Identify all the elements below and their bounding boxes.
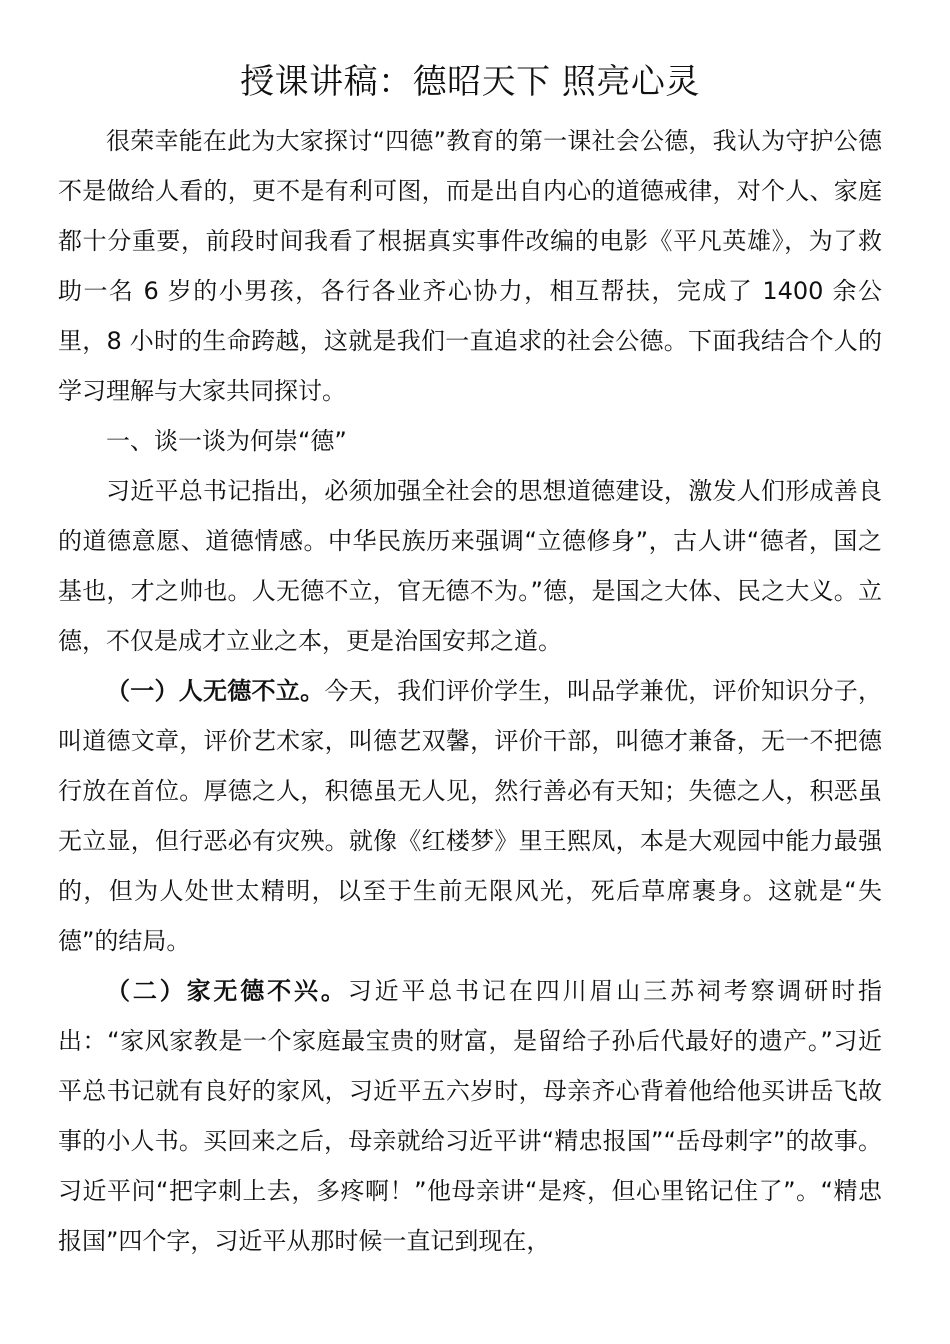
section-heading-1: 一、谈一谈为何崇“德” (106, 427, 347, 455)
subsection-2-heading: （二）家无德不兴。 (106, 977, 348, 1005)
section-1-paragraph: 习近平总书记指出，必须加强全社会的思想道德建设，激发人们形成善良的道德意愿、道德情感。中华民族历来强调“立德修身”，古人讲“德者，国之基也，才之帅也。人无德不立，官无德不为。”德，是国之大体、民之大义。立德，不仅是成才立业之本，更是治国安邦之道。 (58, 477, 882, 655)
subsection-1-heading: （一）人无德不立。 (106, 677, 325, 705)
subsection-1-body: 今天，我们评价学生，叫品学兼优，评价知识分子，叫道德文章，评价艺术家，叫德艺双馨，评价干部，叫德才兼备，无一不把德行放在首位。厚德之人，积德虽无人见，然行善必有天知；失德之人，积恶虽无立显，但行恶必有灾殃。就像《红楼梦》里王熙凤，本是大观园中能力最强的，但为人处世太精明，以至于生前无限风光，死后草席裹身。这就是“失德”的结局。 (58, 677, 883, 955)
subsection-1-paragraph (58, 666, 882, 966)
subsection-2-paragraph (58, 966, 882, 1266)
document-title: 授课讲稿：德昭天下 照亮心灵 (240, 62, 700, 102)
subsection-2-body: 习近平总书记在四川眉山三苏祠考察调研时指出：“家风家教是一个家庭最宝贵的财富，是留给子孙后代最好的遗产。”习近平总书记就有良好的家风，习近平五六岁时，母亲齐心背着他给他买讲岳飞故事的小人书。买回来之后，母亲就给习近平讲“精忠报国”“岳母刺字”的故事。习近平问“把字刺上去，多疼啊！”他母亲讲“是疼，但心里铭记住了”。“精忠报国”四个字，习近平从那时候一直记到现在， (58, 977, 883, 1255)
intro-paragraph: 很荣幸能在此为大家探讨“四德”教育的第一课社会公德，我认为守护公德不是做给人看的，更不是有利可图，而是出自内心的道德戒律，对个人、家庭都十分重要，前段时间我看了根据真实事件改编的电影《平凡英雄》，为了救助一名 6 岁的小男孩，各行各业齐心协力，相互帮扶，完成了 1400 余公里，8 小时的生命跨越，这就是我们一直追求的社会公德。下面我结合个人的学习理解与大家共同探讨。 (58, 127, 882, 405)
